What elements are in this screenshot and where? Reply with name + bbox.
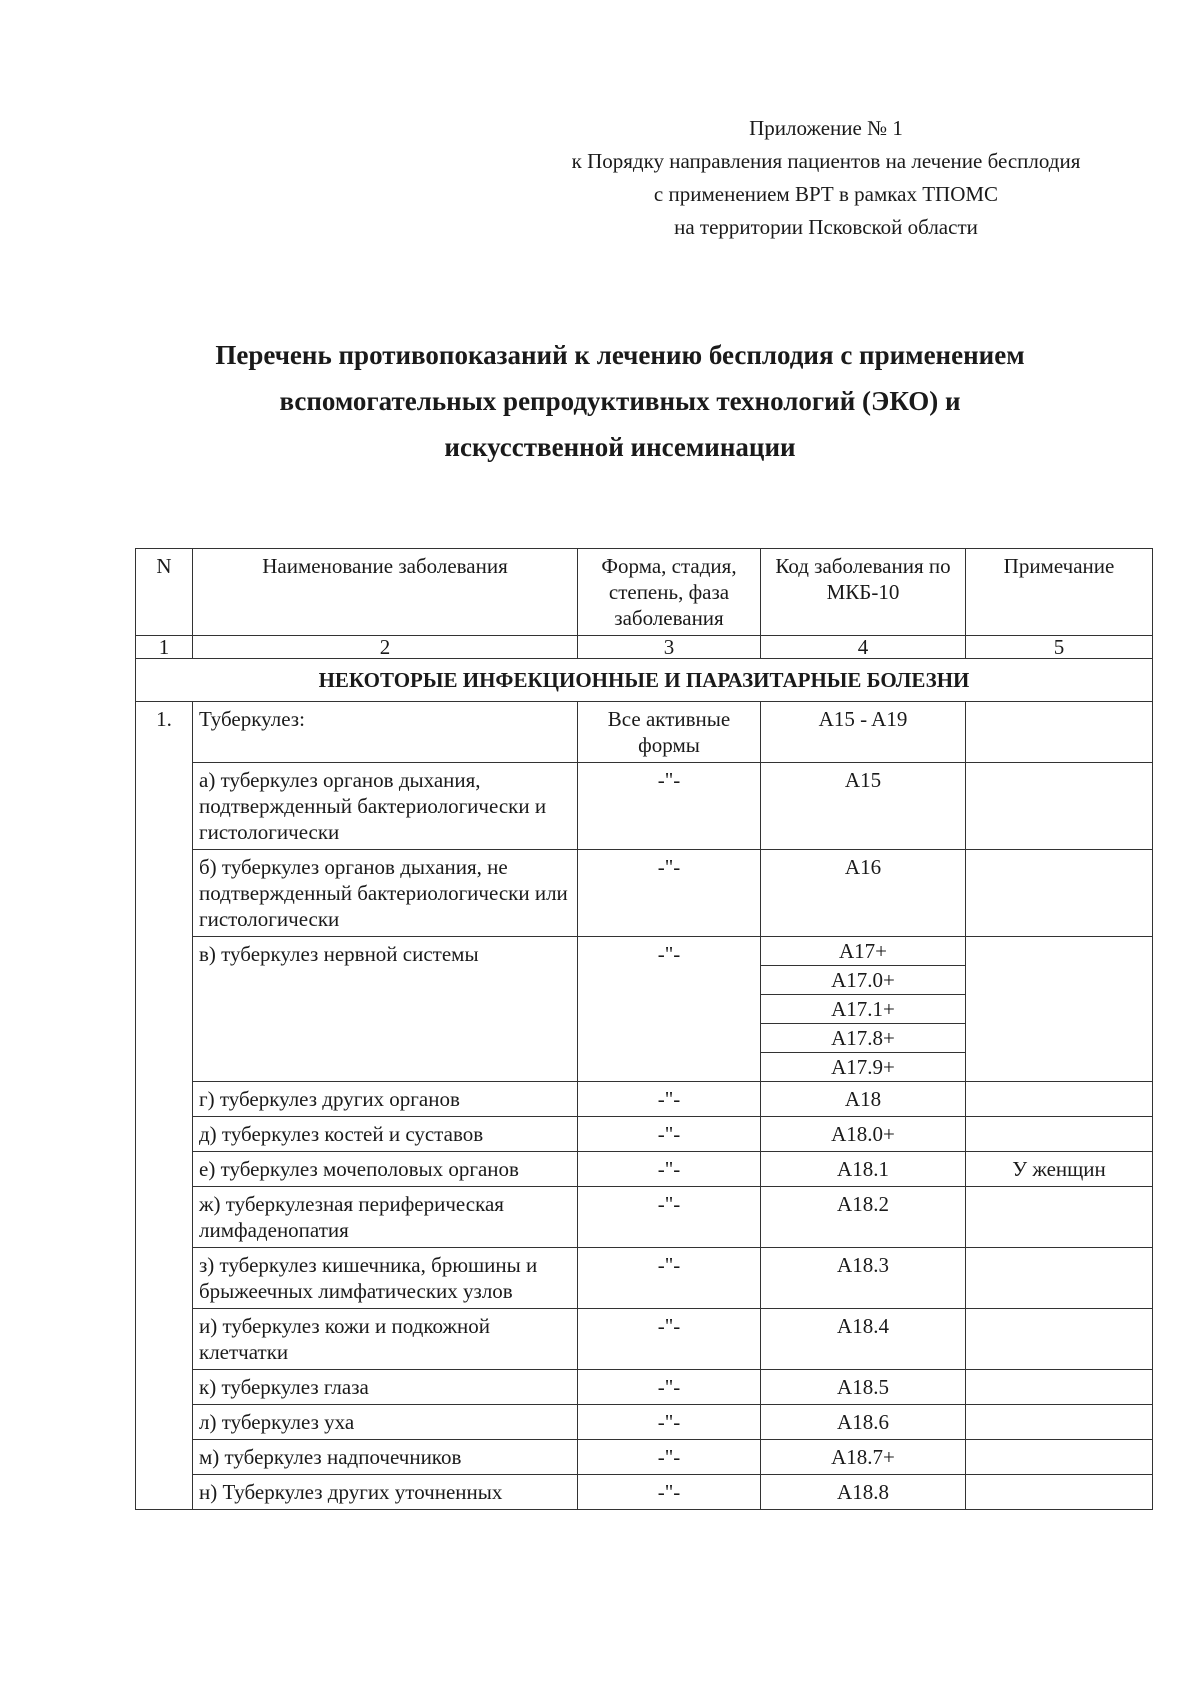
table-row: [136, 1309, 1153, 1370]
table-row: [136, 702, 1153, 763]
disease-form: -"-: [578, 1475, 761, 1510]
icd-code: [761, 937, 966, 1082]
disease-form: Все активные формы: [578, 702, 761, 763]
note: [966, 1405, 1153, 1440]
note: [966, 1187, 1153, 1248]
table-row: [136, 1187, 1153, 1248]
section-row: [136, 659, 1153, 702]
table-row: [136, 1117, 1153, 1152]
table-row: [136, 1440, 1153, 1475]
icd-code: A18.0+: [761, 1117, 966, 1152]
table-row: [136, 1405, 1153, 1440]
column-number: 2: [193, 636, 578, 659]
icd-code: A18.7+: [761, 1440, 966, 1475]
appendix-line: к Порядку направления пациентов на лечение бесплодия: [571, 149, 1081, 173]
disease-form: -"-: [578, 1309, 761, 1370]
table-row: [136, 1248, 1153, 1309]
disease-name: е) туберкулез мочеполовых органов: [193, 1152, 578, 1187]
icd-code-line: A17.8+: [761, 1024, 965, 1053]
row-number: 1.: [136, 702, 193, 1510]
disease-name: б) туберкулез органов дыхания, не подтвержденный бактериологически или гистологически: [193, 850, 578, 937]
table-row: [136, 850, 1153, 937]
disease-form: -"-: [578, 1117, 761, 1152]
note: [966, 1248, 1153, 1309]
table-row: [136, 1370, 1153, 1405]
disease-form: -"-: [578, 1082, 761, 1117]
appendix-header: [520, 112, 1132, 244]
disease-form: -"-: [578, 1248, 761, 1309]
icd-code: A15 - A19: [761, 702, 966, 763]
note: [966, 763, 1153, 850]
icd-code-line: A17.0+: [761, 966, 965, 995]
disease-form: -"-: [578, 1152, 761, 1187]
icd-code: A18.3: [761, 1248, 966, 1309]
disease-name: Туберкулез:: [193, 702, 578, 763]
table-row: [136, 1082, 1153, 1117]
disease-name: а) туберкулез органов дыхания, подтвержденный бактериологически и гистологически: [193, 763, 578, 850]
column-number-row: [136, 636, 1153, 659]
column-number: 3: [578, 636, 761, 659]
note: [966, 937, 1153, 1082]
disease-name: в) туберкулез нервной системы: [193, 937, 578, 1082]
header-n: N: [136, 549, 193, 636]
disease-form: -"-: [578, 937, 761, 1082]
title-line: вспомогательных репродуктивных технологий (ЭКО) и: [279, 386, 961, 416]
table-row: [136, 1152, 1153, 1187]
contraindications-table: [135, 548, 1153, 1510]
disease-name: м) туберкулез надпочечников: [193, 1440, 578, 1475]
disease-name: к) туберкулез глаза: [193, 1370, 578, 1405]
note: [966, 1475, 1153, 1510]
column-number: 4: [761, 636, 966, 659]
icd-code: A18.8: [761, 1475, 966, 1510]
note: [966, 1440, 1153, 1475]
header-row: [136, 549, 1153, 636]
disease-name: д) туберкулез костей и суставов: [193, 1117, 578, 1152]
icd-code: A15: [761, 763, 966, 850]
icd-code: A16: [761, 850, 966, 937]
appendix-line: на территории Псковской области: [674, 215, 978, 239]
header-note: Примечание: [966, 549, 1153, 636]
column-number: 1: [136, 636, 193, 659]
note: [966, 1117, 1153, 1152]
disease-form: -"-: [578, 1440, 761, 1475]
icd-code: A18.1: [761, 1152, 966, 1187]
disease-form: -"-: [578, 1187, 761, 1248]
disease-name: н) Туберкулез других уточненных: [193, 1475, 578, 1510]
icd-code-line: A17.9+: [831, 1055, 895, 1079]
column-number: 5: [966, 636, 1153, 659]
table-row: [136, 1475, 1153, 1510]
note: У женщин: [966, 1152, 1153, 1187]
note: [966, 1309, 1153, 1370]
title-line: Перечень противопоказаний к лечению бесплодия с применением: [215, 340, 1025, 370]
section-title: НЕКОТОРЫЕ ИНФЕКЦИОННЫЕ И ПАРАЗИТАРНЫЕ БОЛЕЗНИ: [136, 659, 1153, 702]
title-line: искусственной инсеминации: [444, 432, 796, 462]
icd-code: A18: [761, 1082, 966, 1117]
disease-name: г) туберкулез других органов: [193, 1082, 578, 1117]
note: [966, 1082, 1153, 1117]
disease-form: -"-: [578, 1405, 761, 1440]
header-form: Форма, стадия, степень, фаза заболевания: [578, 549, 761, 636]
note: [966, 850, 1153, 937]
icd-code: A18.4: [761, 1309, 966, 1370]
header-code: Код заболевания по МКБ-10: [761, 549, 966, 636]
disease-form: -"-: [578, 850, 761, 937]
appendix-line: Приложение № 1: [749, 116, 903, 140]
note: [966, 702, 1153, 763]
disease-form: -"-: [578, 1370, 761, 1405]
icd-code-line: A17+: [761, 937, 965, 966]
header-name: Наименование заболевания: [193, 549, 578, 636]
table-row: [136, 763, 1153, 850]
disease-name: и) туберкулез кожи и подкожной клетчатки: [193, 1309, 578, 1370]
icd-code: A18.5: [761, 1370, 966, 1405]
disease-form: -"-: [578, 763, 761, 850]
note: [966, 1370, 1153, 1405]
disease-name: л) туберкулез уха: [193, 1405, 578, 1440]
icd-code: A18.2: [761, 1187, 966, 1248]
disease-name: з) туберкулез кишечника, брюшины и брыжеечных лимфатических узлов: [193, 1248, 578, 1309]
disease-name: ж) туберкулезная периферическая лимфаденопатия: [193, 1187, 578, 1248]
icd-code: A18.6: [761, 1405, 966, 1440]
document-title: [140, 332, 1100, 470]
table-row: [136, 937, 1153, 1082]
icd-code-line: A17.1+: [761, 995, 965, 1024]
appendix-line: с применением ВРТ в рамках ТПОМС: [653, 182, 999, 206]
